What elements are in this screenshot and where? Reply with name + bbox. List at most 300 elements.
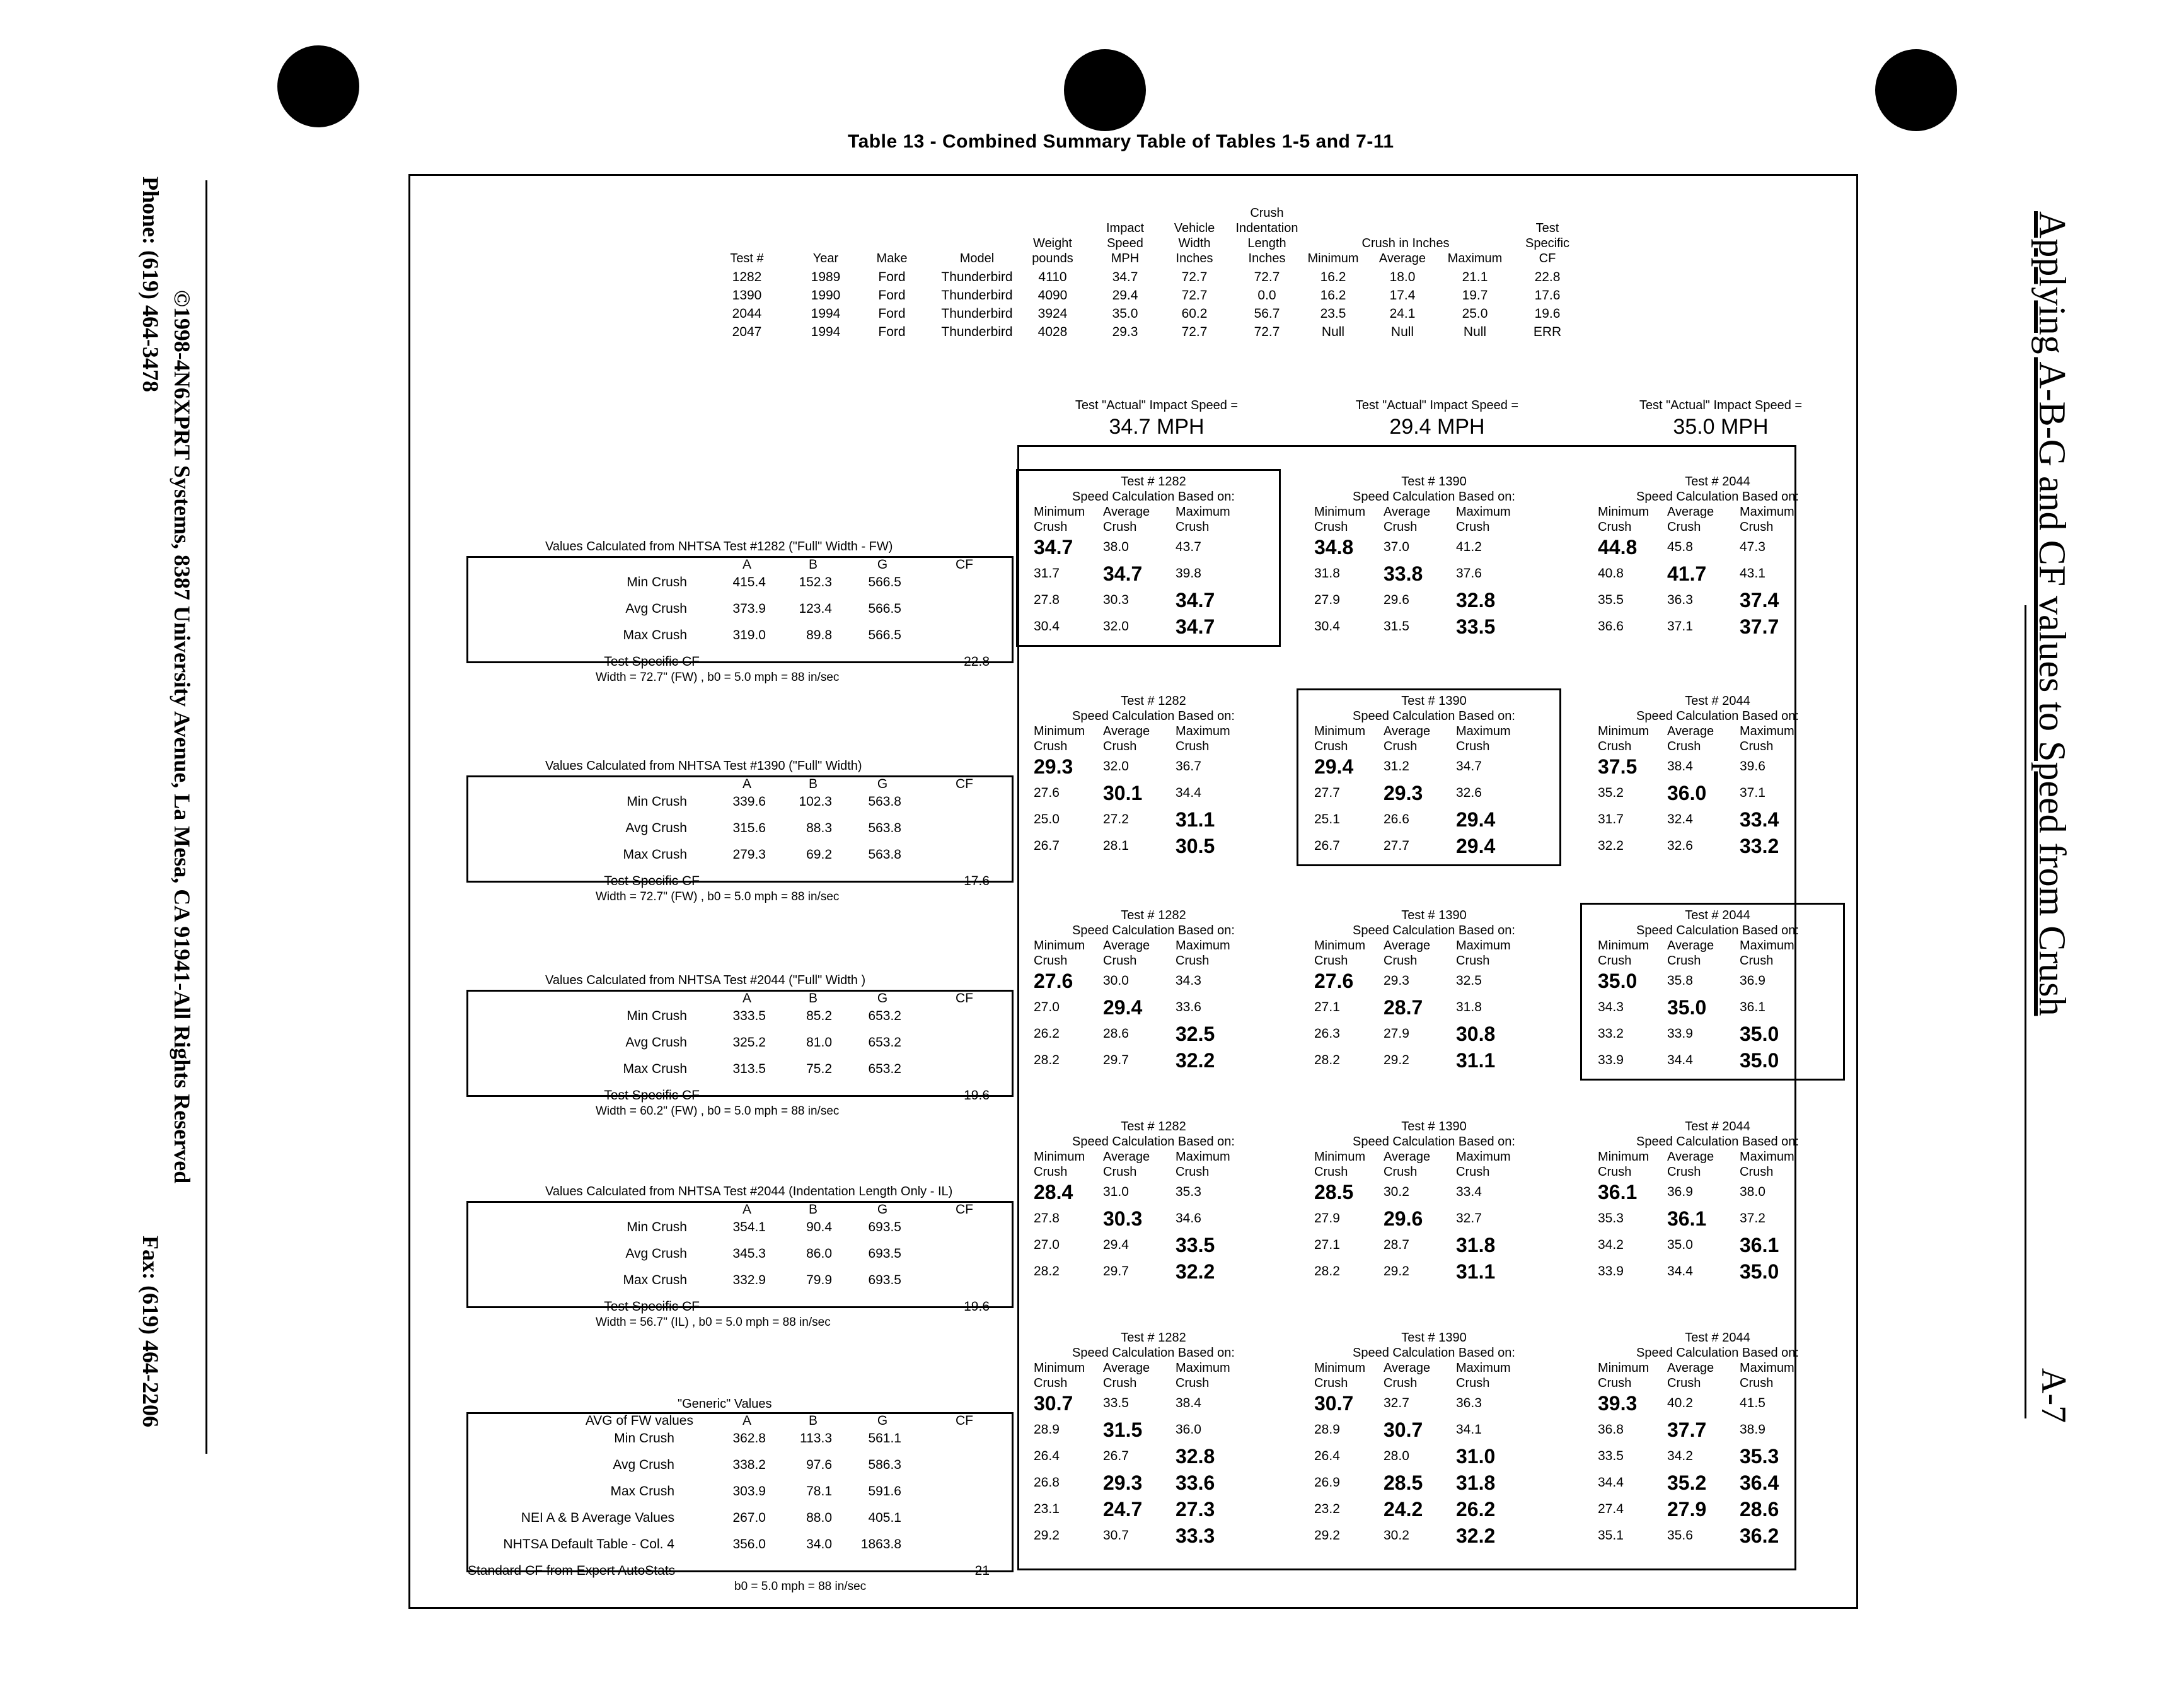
section-col-header: B xyxy=(808,777,818,791)
summary-cell: 60.2 xyxy=(1181,306,1208,321)
row-value-a: 373.9 xyxy=(732,601,766,616)
speed-value: 35.2 xyxy=(1598,786,1624,800)
col-header-crush: Crush xyxy=(1034,520,1068,534)
row-value-g: 653.2 xyxy=(868,1062,901,1076)
speed-value: 27.0 xyxy=(1034,1238,1060,1252)
section-title: Values Calculated from NHTSA Test #1390 ("Full" Width) xyxy=(545,759,862,773)
row-value-b: 75.2 xyxy=(806,1062,832,1076)
section-note: Width = 72.7" (FW) , b0 = 5.0 mph = 88 in/sec xyxy=(596,671,840,684)
col-header-average: Average xyxy=(1384,505,1431,519)
speed-value: 28.9 xyxy=(1034,1422,1060,1437)
summary-cell: Thunderbird xyxy=(941,270,1013,284)
section-col-header: B xyxy=(808,991,818,1006)
col-header-crush: Crush xyxy=(1176,520,1210,534)
cf-value: 21 xyxy=(974,1563,990,1578)
speed-value: 29.4 xyxy=(1456,835,1496,857)
speed-value: 27.9 xyxy=(1384,1026,1409,1041)
section-title: Values Calculated from NHTSA Test #2044 ("Full" Width ) xyxy=(545,973,866,987)
section-col-header: CF xyxy=(956,991,973,1006)
speed-calc-label: Speed Calculation Based on: xyxy=(1072,924,1235,937)
actual-speed-label: Test "Actual" Impact Speed = xyxy=(1075,398,1239,412)
speed-value: 36.8 xyxy=(1598,1422,1624,1437)
speed-value: 26.2 xyxy=(1034,1026,1060,1041)
col-header-crush: Crush xyxy=(1384,520,1418,534)
highlight-box xyxy=(1297,688,1561,866)
summary-cell: 18.0 xyxy=(1389,270,1416,284)
col-header-crush: Crush xyxy=(1384,1376,1418,1390)
col-header-crush: Crush xyxy=(1598,739,1632,753)
speed-value: 31.7 xyxy=(1598,812,1624,826)
speed-value: 35.0 xyxy=(1740,1260,1779,1283)
speed-value: 47.3 xyxy=(1740,540,1765,554)
section-col-header: A xyxy=(742,1202,751,1217)
speed-value: 32.5 xyxy=(1176,1023,1215,1045)
summary-cell: 35.0 xyxy=(1112,306,1138,321)
summary-header-4: Weight pounds xyxy=(1032,236,1073,265)
summary-cell: 17.4 xyxy=(1389,288,1416,303)
summary-cell: 2047 xyxy=(732,325,762,339)
section-col-header: CF xyxy=(956,557,973,572)
speed-value: 32.2 xyxy=(1176,1049,1215,1072)
col-header-crush: Crush xyxy=(1598,954,1632,968)
speed-value: 31.7 xyxy=(1034,566,1060,581)
col-header-crush: Crush xyxy=(1667,954,1701,968)
col-header-minimum: Minimum xyxy=(1034,1150,1085,1164)
speed-value: 38.0 xyxy=(1740,1185,1765,1199)
speed-value: 37.2 xyxy=(1740,1211,1765,1226)
summary-cell: Null xyxy=(1463,325,1487,339)
speed-value: 35.0 xyxy=(1740,1023,1779,1045)
speed-value: 26.7 xyxy=(1314,838,1340,853)
speed-value: 33.9 xyxy=(1598,1053,1624,1067)
summary-cell: 19.7 xyxy=(1462,288,1488,303)
summary-cell: 22.8 xyxy=(1534,270,1561,284)
row-label: Min Crush xyxy=(627,1220,687,1234)
speed-calc-label: Speed Calculation Based on: xyxy=(1636,490,1799,504)
speed-value: 33.4 xyxy=(1740,808,1779,831)
summary-cell: 34.7 xyxy=(1112,270,1138,284)
speed-value: 36.6 xyxy=(1598,619,1624,634)
col-header-average: Average xyxy=(1667,724,1714,738)
speed-value: 37.1 xyxy=(1740,786,1765,800)
col-header-maximum: Maximum xyxy=(1456,1361,1511,1375)
row-label: Min Crush xyxy=(627,575,687,589)
cf-label: Test Specific CF xyxy=(604,1299,700,1314)
col-header-crush: Crush xyxy=(1176,1376,1210,1390)
speed-value: 27.7 xyxy=(1314,786,1340,800)
speed-value: 36.4 xyxy=(1740,1471,1779,1494)
speed-value: 32.5 xyxy=(1456,973,1482,988)
row-value-b: 88.3 xyxy=(806,821,832,835)
row-value-g: 566.5 xyxy=(868,628,901,642)
speed-value: 34.4 xyxy=(1176,786,1201,800)
speed-calc-label: Speed Calculation Based on: xyxy=(1636,1346,1799,1360)
row-value-a: 332.9 xyxy=(732,1273,766,1287)
speed-value: 36.2 xyxy=(1740,1524,1779,1547)
section-col-header: B xyxy=(808,1413,818,1428)
col-header-crush: Crush xyxy=(1103,520,1137,534)
section-col-header: G xyxy=(877,1202,888,1217)
row-value-a: 356.0 xyxy=(732,1537,766,1551)
speed-value: 32.6 xyxy=(1667,838,1693,853)
speed-value: 35.5 xyxy=(1598,593,1624,607)
speed-value: 27.6 xyxy=(1034,970,1073,992)
summary-cell: 72.7 xyxy=(1181,270,1208,284)
row-value-b: 79.9 xyxy=(806,1273,832,1287)
summary-cell: 72.7 xyxy=(1181,288,1208,303)
speed-value: 30.2 xyxy=(1384,1528,1409,1543)
row-value-b: 97.6 xyxy=(806,1458,832,1472)
speed-value: 34.1 xyxy=(1456,1422,1482,1437)
summary-header-9: Average xyxy=(1378,252,1426,265)
row-label: Min Crush xyxy=(627,794,687,809)
speed-value: 36.9 xyxy=(1667,1185,1693,1199)
col-header-crush: Crush xyxy=(1034,1376,1068,1390)
speed-value: 30.4 xyxy=(1314,619,1340,634)
col-header-crush: Crush xyxy=(1456,520,1490,534)
speed-value: 28.1 xyxy=(1103,838,1129,853)
row-value-g: 653.2 xyxy=(868,1009,901,1023)
row-value-a: 313.5 xyxy=(732,1062,766,1076)
speed-value: 30.7 xyxy=(1103,1528,1129,1543)
row-value-b: 86.0 xyxy=(806,1246,832,1261)
speed-value: 30.7 xyxy=(1314,1392,1354,1415)
summary-cell: Thunderbird xyxy=(941,325,1013,339)
cf-value: 22.8 xyxy=(964,654,990,669)
speed-value: 29.3 xyxy=(1384,973,1409,988)
speed-value: 35.0 xyxy=(1667,996,1707,1019)
col-header-average: Average xyxy=(1103,1361,1150,1375)
test-label: Test # 2044 xyxy=(1685,1331,1750,1345)
speed-value: 30.7 xyxy=(1384,1418,1423,1441)
col-header-minimum: Minimum xyxy=(1034,939,1085,953)
row-label: Min Crush xyxy=(627,1009,687,1023)
speed-value: 37.6 xyxy=(1456,566,1482,581)
row-value-b: 78.1 xyxy=(806,1484,832,1499)
summary-cell: 72.7 xyxy=(1254,325,1280,339)
actual-speed-value: 29.4 MPH xyxy=(1389,415,1485,439)
test-label: Test # 1282 xyxy=(1121,1120,1186,1134)
speed-value: 32.2 xyxy=(1456,1524,1496,1547)
col-header-crush: Crush xyxy=(1740,954,1774,968)
speed-value: 30.4 xyxy=(1034,619,1060,634)
speed-value: 28.2 xyxy=(1314,1053,1340,1067)
section-col-header: B xyxy=(808,1202,818,1217)
speed-value: 23.1 xyxy=(1034,1502,1060,1516)
summary-cell: ERR xyxy=(1533,325,1562,339)
cf-label: Test Specific CF xyxy=(604,874,700,888)
punch-hole-right xyxy=(1875,49,1957,131)
speed-value: 34.2 xyxy=(1667,1449,1693,1463)
row-value-a: 267.0 xyxy=(732,1511,766,1525)
col-header-maximum: Maximum xyxy=(1176,505,1230,519)
summary-crush-group: Crush in Inches xyxy=(1361,236,1450,250)
speed-value: 29.3 xyxy=(1034,755,1073,778)
summary-cell: 29.3 xyxy=(1112,325,1138,339)
speed-value: 28.5 xyxy=(1384,1471,1423,1494)
speed-value: 34.4 xyxy=(1667,1264,1693,1279)
row-value-b: 90.4 xyxy=(806,1220,832,1234)
speed-value: 31.8 xyxy=(1456,1234,1496,1256)
speed-value: 29.2 xyxy=(1384,1264,1409,1279)
col-header-crush: Crush xyxy=(1103,954,1137,968)
speed-value: 34.8 xyxy=(1314,536,1354,559)
col-header-crush: Crush xyxy=(1598,520,1632,534)
row-value-b: 113.3 xyxy=(800,1431,832,1446)
row-label: Max Crush xyxy=(623,847,687,862)
speed-value: 38.4 xyxy=(1176,1396,1201,1410)
row-value-a: 415.4 xyxy=(732,575,766,589)
speed-value: 29.4 xyxy=(1314,755,1354,778)
actual-speed-value: 34.7 MPH xyxy=(1109,415,1205,439)
col-header-minimum: Minimum xyxy=(1598,724,1650,738)
actual-speed-value: 35.0 MPH xyxy=(1673,415,1769,439)
speed-value: 26.8 xyxy=(1034,1475,1060,1490)
speed-value: 38.0 xyxy=(1103,540,1129,554)
col-header-maximum: Maximum xyxy=(1456,1150,1511,1164)
section-note: Width = 72.7" (FW) , b0 = 5.0 mph = 88 in/sec xyxy=(596,890,840,903)
speed-value: 36.9 xyxy=(1740,973,1765,988)
speed-value: 28.4 xyxy=(1034,1181,1073,1203)
speed-calc-label: Speed Calculation Based on: xyxy=(1636,709,1799,723)
speed-value: 32.7 xyxy=(1456,1211,1482,1226)
speed-value: 34.3 xyxy=(1598,1000,1624,1014)
speed-value: 26.3 xyxy=(1314,1026,1340,1041)
summary-cell: 19.6 xyxy=(1534,306,1561,321)
row-value-a: 319.0 xyxy=(732,628,766,642)
speed-calc-label: Speed Calculation Based on: xyxy=(1072,709,1235,723)
speed-value: 27.9 xyxy=(1667,1498,1707,1521)
col-header-crush: Crush xyxy=(1456,954,1490,968)
speed-value: 34.7 xyxy=(1176,615,1215,638)
speed-value: 27.9 xyxy=(1314,1211,1340,1226)
speed-value: 34.4 xyxy=(1598,1475,1624,1490)
speed-value: 33.8 xyxy=(1384,562,1423,585)
col-header-average: Average xyxy=(1667,1150,1714,1164)
test-label: Test # 2044 xyxy=(1685,1120,1750,1134)
speed-value: 27.6 xyxy=(1314,970,1354,992)
col-header-minimum: Minimum xyxy=(1314,1150,1366,1164)
speed-value: 34.4 xyxy=(1667,1053,1693,1067)
col-header-minimum: Minimum xyxy=(1598,1361,1650,1375)
summary-cell: 16.2 xyxy=(1320,288,1346,303)
speed-value: 30.3 xyxy=(1103,593,1129,607)
summary-header-3: Model xyxy=(959,252,995,265)
col-header-crush: Crush xyxy=(1667,1376,1701,1390)
row-value-g: 653.2 xyxy=(868,1035,901,1050)
fax-line: Fax: (619) 464-2206 xyxy=(138,1236,163,1427)
summary-cell: 0.0 xyxy=(1257,288,1276,303)
row-label: Avg Crush xyxy=(625,1035,687,1050)
col-header-minimum: Minimum xyxy=(1314,1361,1366,1375)
speed-calc-label: Speed Calculation Based on: xyxy=(1353,709,1515,723)
col-header-crush: Crush xyxy=(1314,1376,1348,1390)
speed-value: 35.3 xyxy=(1740,1445,1779,1468)
col-header-average: Average xyxy=(1103,724,1150,738)
speed-value: 32.0 xyxy=(1103,619,1129,634)
speed-value: 31.0 xyxy=(1103,1185,1129,1199)
speed-value: 32.8 xyxy=(1176,1445,1215,1468)
speed-value: 35.0 xyxy=(1740,1049,1779,1072)
speed-value: 27.7 xyxy=(1384,838,1409,853)
summary-cell: 72.7 xyxy=(1181,325,1208,339)
speed-value: 35.2 xyxy=(1667,1471,1707,1494)
row-value-a: 362.8 xyxy=(732,1431,766,1446)
speed-value: 30.0 xyxy=(1103,973,1129,988)
summary-cell: Null xyxy=(1390,325,1414,339)
row-label: Max Crush xyxy=(623,628,687,642)
col-header-minimum: Minimum xyxy=(1314,505,1366,519)
speed-value: 26.7 xyxy=(1103,1449,1129,1463)
speed-value: 32.2 xyxy=(1176,1260,1215,1283)
speed-value: 28.6 xyxy=(1740,1498,1779,1521)
row-value-g: 563.8 xyxy=(868,794,901,809)
speed-calc-label: Speed Calculation Based on: xyxy=(1072,490,1235,504)
row-value-a: 333.5 xyxy=(732,1009,766,1023)
speed-value: 34.7 xyxy=(1456,759,1482,774)
summary-cell: 1994 xyxy=(811,306,841,321)
highlight-box xyxy=(1016,469,1281,647)
row-value-b: 123.4 xyxy=(799,601,832,616)
row-label: Max Crush xyxy=(610,1484,674,1499)
summary-cell: Thunderbird xyxy=(941,288,1013,303)
test-label: Test # 2044 xyxy=(1685,694,1750,708)
col-header-average: Average xyxy=(1384,1361,1431,1375)
row-value-g: 563.8 xyxy=(868,821,901,835)
col-header-crush: Crush xyxy=(1667,520,1701,534)
summary-cell: 29.4 xyxy=(1112,288,1138,303)
speed-value: 36.1 xyxy=(1667,1207,1707,1230)
row-value-g: 586.3 xyxy=(868,1458,901,1472)
speed-value: 39.3 xyxy=(1598,1392,1638,1415)
section-col-header: B xyxy=(808,557,818,572)
speed-value: 28.7 xyxy=(1384,1238,1409,1252)
speed-value: 28.2 xyxy=(1314,1264,1340,1279)
col-header-average: Average xyxy=(1384,724,1431,738)
speed-value: 34.3 xyxy=(1176,973,1201,988)
punch-hole-center xyxy=(1064,49,1146,131)
speed-value: 35.3 xyxy=(1598,1211,1624,1226)
col-header-crush: Crush xyxy=(1176,954,1210,968)
speed-value: 32.2 xyxy=(1598,838,1624,853)
col-header-maximum: Maximum xyxy=(1176,724,1230,738)
col-header-crush: Crush xyxy=(1740,739,1774,753)
summary-cell: 4028 xyxy=(1037,325,1068,339)
speed-value: 29.2 xyxy=(1034,1528,1060,1543)
col-header-crush: Crush xyxy=(1598,1165,1632,1179)
speed-value: 24.7 xyxy=(1103,1498,1143,1521)
col-header-crush: Crush xyxy=(1456,739,1490,753)
col-header-crush: Crush xyxy=(1034,954,1068,968)
speed-value: 33.5 xyxy=(1456,615,1496,638)
speed-value: 33.3 xyxy=(1176,1524,1215,1547)
speed-value: 27.3 xyxy=(1176,1498,1215,1521)
copyright-line: ©1998-4N6XPRT Systems, 8387 University Avenue, La Mesa, CA 91941-All Rights Reserved xyxy=(170,290,195,1184)
speed-value: 44.8 xyxy=(1598,536,1638,559)
speed-value: 35.8 xyxy=(1667,973,1693,988)
speed-value: 36.3 xyxy=(1667,593,1693,607)
speed-value: 27.6 xyxy=(1034,786,1060,800)
test-label: Test # 1282 xyxy=(1121,1331,1186,1345)
section-note: Width = 56.7" (IL) , b0 = 5.0 mph = 88 in/sec xyxy=(596,1316,831,1329)
summary-cell: 1282 xyxy=(732,270,762,284)
summary-cell: 17.6 xyxy=(1534,288,1561,303)
speed-value: 36.0 xyxy=(1667,782,1707,804)
speed-value: 31.0 xyxy=(1456,1445,1496,1468)
summary-cell: 25.0 xyxy=(1462,306,1488,321)
phone-line: Phone: (619) 464-3478 xyxy=(138,177,163,392)
speed-value: 36.0 xyxy=(1176,1422,1201,1437)
cf-label: Test Specific CF xyxy=(604,654,700,669)
speed-value: 33.9 xyxy=(1667,1026,1693,1041)
speed-value: 26.9 xyxy=(1314,1475,1340,1490)
speed-value: 30.8 xyxy=(1456,1023,1496,1045)
section-col-header: A xyxy=(742,557,751,572)
col-header-minimum: Minimum xyxy=(1034,724,1085,738)
speed-value: 33.5 xyxy=(1598,1449,1624,1463)
test-label: Test # 2044 xyxy=(1685,475,1750,489)
test-label: Test # 1282 xyxy=(1121,908,1186,922)
col-header-crush: Crush xyxy=(1176,1165,1210,1179)
section-col-header: A xyxy=(742,991,751,1006)
col-header-average: Average xyxy=(1103,939,1150,953)
speed-value: 37.1 xyxy=(1667,619,1693,634)
summary-cell: 3924 xyxy=(1037,306,1068,321)
speed-calc-label: Speed Calculation Based on: xyxy=(1353,924,1515,937)
speed-calc-label: Speed Calculation Based on: xyxy=(1353,1346,1515,1360)
col-header-minimum: Minimum xyxy=(1598,505,1650,519)
speed-value: 27.8 xyxy=(1034,1211,1060,1226)
speed-value: 33.5 xyxy=(1103,1396,1129,1410)
speed-value: 32.6 xyxy=(1456,786,1482,800)
summary-cell: 1989 xyxy=(811,270,841,284)
cf-value: 19.6 xyxy=(964,1088,990,1103)
speed-value: 41.5 xyxy=(1740,1396,1765,1410)
speed-calc-label: Speed Calculation Based on: xyxy=(1636,1135,1799,1149)
speed-value: 32.0 xyxy=(1103,759,1129,774)
speed-value: 41.7 xyxy=(1667,562,1707,585)
col-header-maximum: Maximum xyxy=(1456,724,1511,738)
generic-sub: AVG of FW values xyxy=(585,1413,693,1428)
speed-value: 29.7 xyxy=(1103,1053,1129,1067)
row-value-b: 69.2 xyxy=(806,847,832,862)
speed-value: 43.7 xyxy=(1176,540,1201,554)
row-label: Avg Crush xyxy=(613,1458,674,1472)
speed-value: 37.7 xyxy=(1667,1418,1707,1441)
col-header-maximum: Maximum xyxy=(1740,1361,1794,1375)
section-col-header: G xyxy=(877,777,888,791)
col-header-maximum: Maximum xyxy=(1176,1361,1230,1375)
cf-value: 17.6 xyxy=(964,874,990,888)
speed-value: 23.2 xyxy=(1314,1502,1340,1516)
speed-value: 27.2 xyxy=(1103,812,1129,826)
summary-header-11: Test Specific CF xyxy=(1525,221,1570,265)
summary-cell: 4110 xyxy=(1038,270,1067,284)
summary-header-5: Impact Speed MPH xyxy=(1106,221,1145,265)
col-header-crush: Crush xyxy=(1176,739,1210,753)
speed-value: 30.3 xyxy=(1103,1207,1143,1230)
speed-calc-label: Speed Calculation Based on: xyxy=(1072,1346,1235,1360)
row-value-a: 279.3 xyxy=(732,847,766,862)
speed-value: 29.6 xyxy=(1384,593,1409,607)
cf-label: Test Specific CF xyxy=(604,1088,700,1103)
summary-cell: 56.7 xyxy=(1254,306,1280,321)
summary-header-10: Maximum xyxy=(1447,252,1503,265)
cf-label: Standard CF from Expert AutoStats xyxy=(468,1563,676,1578)
speed-value: 28.9 xyxy=(1314,1422,1340,1437)
speed-value: 34.7 xyxy=(1176,589,1215,612)
col-header-crush: Crush xyxy=(1456,1165,1490,1179)
